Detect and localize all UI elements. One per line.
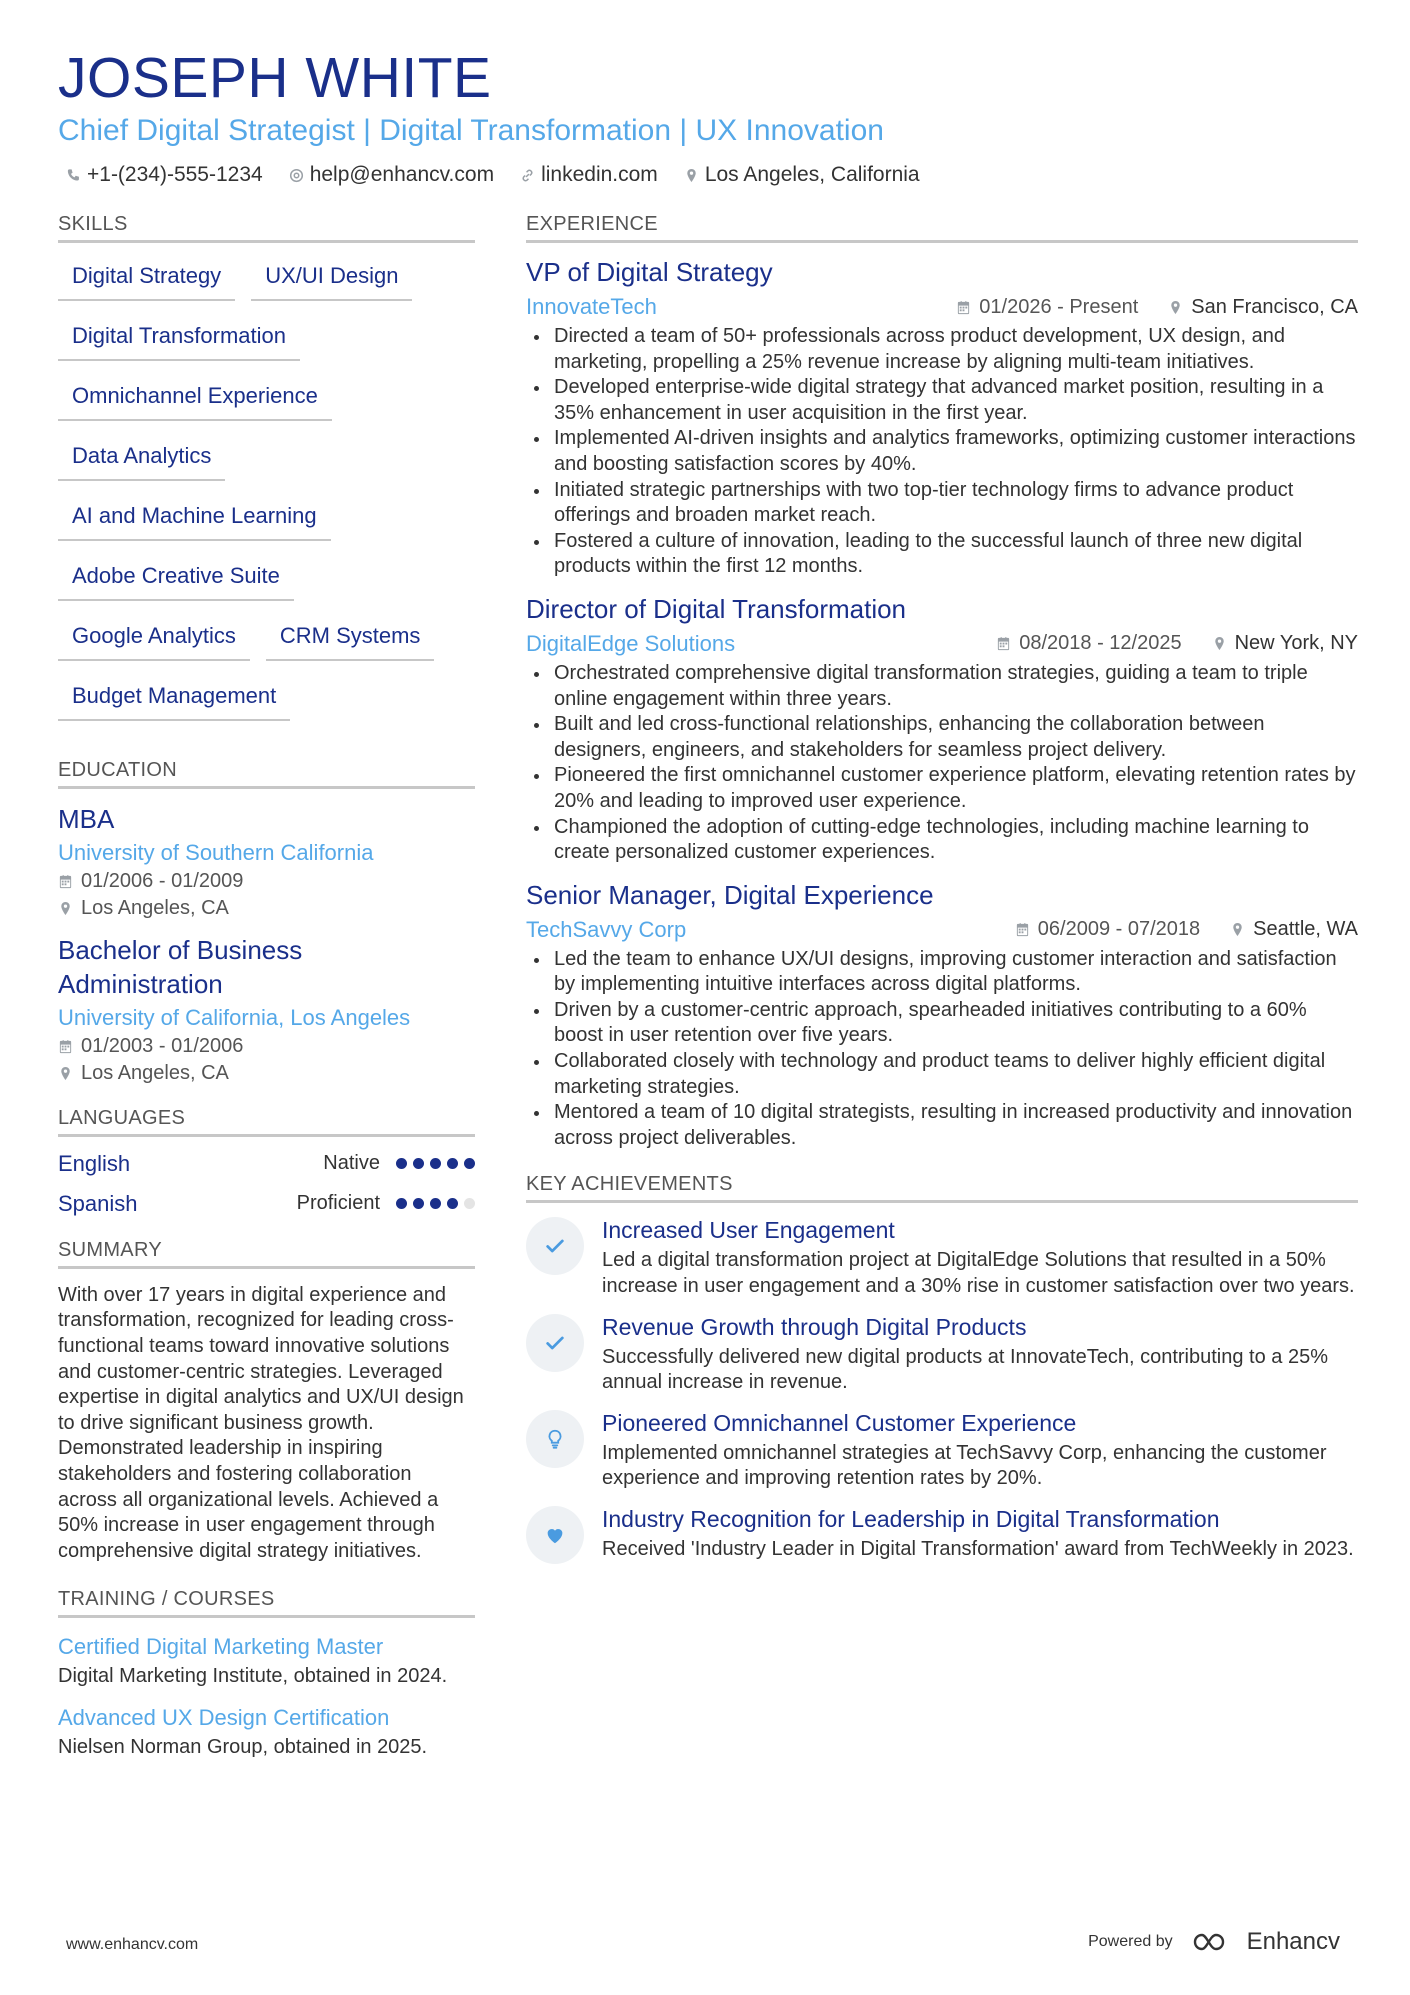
course-title: Certified Digital Marketing Master [58,1634,384,1660]
language-name: Spanish [58,1190,138,1216]
calendar-icon [956,300,971,315]
rating-dot-filled [413,1158,424,1169]
skill-tag: Budget Management [58,671,290,721]
at-icon [289,168,304,183]
language-level: Native [323,1152,380,1175]
footer-branding [1088,1928,1340,1956]
skill-tag: UX/UI Design [251,251,412,301]
skill-tag: AI and Machine Learning [58,491,331,541]
job-bullets [526,947,1358,1152]
footer-website[interactable]: www.enhancv.com [66,1936,199,1953]
bullet-item: Collaborated closely with technology and product teams to deliver highly efficient digital marketing strategies. [526,1049,1358,1100]
bullet-item: Implemented AI-driven insights and analytics frameworks, optimizing customer interactions and boosting satisfaction scores by 40%. [526,426,1358,477]
job-entry [526,257,1358,580]
job-dates: 06/2009 - 07/2018 [1037,918,1201,941]
bullet-item: Fostered a culture of innovation, leading to the successful launch of three new digital products within the first 12 months. [526,529,1358,580]
achievement-desc: Received 'Industry Leader in Digital Transformation' award from TechWeekly in 2023. [602,1538,1354,1560]
location-pin-icon [1230,922,1245,937]
job-location: San Francisco, CA [1191,295,1358,318]
job-entry [526,594,1358,866]
contact-phone-text: +1-(234)-555-1234 [87,163,263,186]
language-name: English [58,1150,131,1176]
experience-heading: EXPERIENCE [526,213,1358,243]
achievement-desc: Implemented omnichannel strategies at TechSavvy Corp, enhancing the customer experience and improving retention rates by 20%. [602,1441,1327,1490]
language-row [58,1191,475,1217]
left-column [58,213,475,1760]
job-location: New York, NY [1234,632,1358,655]
education-school: University of California, Los Angeles [58,1004,411,1030]
skill-tag: Google Analytics [58,611,250,661]
skill-tag: Omnichannel Experience [58,371,332,421]
job-title: Senior Manager, Digital Experience [526,879,934,910]
bullet-item: Built and led cross-functional relationships, enhancing the collaboration between designers, engineers, and stakeholders for seamless project delivery. [526,712,1358,763]
contact-phone[interactable] [66,163,263,187]
education-dates: 01/2006 - 01/2009 [58,870,475,893]
skill-tag: Adobe Creative Suite [58,551,294,601]
contact-location [684,163,920,187]
education-entry [58,934,475,1085]
language-level: Proficient [296,1192,380,1215]
achievement-item [526,1410,1358,1492]
course-entry [58,1705,475,1760]
contact-linkedin-text: linkedin.com [541,163,658,186]
bullet-item: Pioneered the first omnichannel customer experience platform, elevating retention rates by 20% and leading to improved user experience. [526,763,1358,814]
bullet-item: Mentored a team of 10 digital strategists, resulting in increased productivity and innovation across project deliverables. [526,1100,1358,1151]
rating-dot-filled [430,1198,441,1209]
achievement-desc: Led a digital transformation project at DigitalEdge Solutions that resulted in a 50% increase in user engagement and a 30% rise in customer satisfaction over two years. [602,1249,1355,1298]
job-company: InnovateTech [526,294,657,319]
job-dates: 01/2026 - Present [979,295,1139,318]
powered-by-label: Powered by [1088,1933,1173,1950]
rating-dot-filled [447,1158,458,1169]
achievements-heading: KEY ACHIEVEMENTS [526,1173,1358,1203]
candidate-title: Chief Digital Strategist | Digital Transformation | UX Innovation [58,114,884,147]
rating-dot-empty [464,1198,475,1209]
achievement-title: Pioneered Omnichannel Customer Experience [602,1409,1077,1436]
course-entry [58,1634,475,1689]
bullet-item: Initiated strategic partnerships with two top-tier technology firms to advance product offerings and broaden market reach. [526,478,1358,529]
language-row [58,1151,475,1177]
calendar-icon [996,636,1011,651]
bullet-item: Orchestrated comprehensive digital transformation strategies, guiding a team to triple online engagement within three years. [526,661,1358,712]
course-desc: Digital Marketing Institute, obtained in 2024. [58,1665,448,1688]
achievement-title: Industry Recognition for Leadership in Digital Transformation [602,1506,1220,1532]
contact-location-text: Los Angeles, California [704,163,920,186]
languages-heading: LANGUAGES [58,1107,475,1137]
rating-dot-filled [396,1198,407,1209]
bullet-item: Directed a team of 50+ professionals across product development, UX design, and marketing, propelling a 25% revenue increase by aligning multi-team initiatives. [526,324,1358,375]
education-location: Los Angeles, CA [58,1062,475,1085]
education-school: University of Southern California [58,840,374,866]
job-location: Seattle, WA [1253,918,1358,941]
summary-text: With over 17 years in digital experience and transformation, recognized for leading cross-functional teams toward innovative solutions and customer-centric strategies. Leveraged expertise in digital analytics and UX/UI design to drive significant business growth. Demonstrated leadership in inspiring stakeholders and fostering collaboration across all organizational levels. Achieved a 50% increase in user engagement through comprehensive digital strategy initiatives. [58,1283,464,1562]
achievement-title: Revenue Growth through Digital Products [602,1313,1027,1340]
phone-icon [66,168,81,183]
link-icon [520,168,535,183]
skill-tag: Data Analytics [58,431,225,481]
job-dates: 08/2018 - 12/2025 [1019,632,1182,655]
achievement-item [526,1314,1358,1396]
brand-name: Enhancv [1246,1928,1340,1955]
course-title: Advanced UX Design Certification [58,1705,390,1731]
job-bullets [526,324,1358,580]
rating-dot-filled [464,1158,475,1169]
contact-email-text: help@enhancv.com [309,163,495,186]
calendar-icon [1015,922,1030,937]
education-heading: EDUCATION [58,759,475,789]
job-company: TechSavvy Corp [526,916,687,942]
brand-logo[interactable] [1191,1928,1340,1956]
calendar-icon [58,874,73,889]
location-pin-icon [58,1066,73,1081]
skills-list [58,251,475,731]
contact-email[interactable] [289,163,494,187]
skill-tag: Digital Transformation [58,311,300,361]
language-rating [396,1158,475,1169]
enhancv-logo-icon [1191,1930,1239,1954]
achievement-item [526,1506,1358,1564]
location-pin-icon [684,168,699,183]
course-desc: Nielsen Norman Group, obtained in 2025. [58,1736,428,1759]
skill-tag: Digital Strategy [58,251,235,301]
summary-heading: SUMMARY [58,1239,475,1269]
bullet-item: Led the team to enhance UX/UI designs, improving customer interaction and satisfaction by implementing intuitive interfaces across digital platforms. [526,947,1358,998]
education-dates: 01/2003 - 01/2006 [58,1035,475,1058]
rating-dot-filled [396,1158,407,1169]
job-title: VP of Digital Strategy [526,257,773,287]
bullet-item: Championed the adoption of cutting-edge technologies, including machine learning to create personalized customer experiences. [526,815,1358,866]
job-meta [956,296,1358,319]
contact-bar [66,163,920,187]
heart-icon [544,1524,566,1546]
achievement-title: Increased User Engagement [602,1217,895,1244]
right-column [526,213,1358,1564]
check-icon [544,1332,566,1354]
contact-linkedin[interactable] [520,163,658,187]
skills-heading: SKILLS [58,213,475,243]
rating-dot-filled [447,1198,458,1209]
language-rating [396,1198,475,1209]
education-entry [58,803,475,920]
education-location: Los Angeles, CA [58,897,475,920]
rating-dot-filled [413,1198,424,1209]
job-bullets [526,661,1358,866]
job-meta [1015,918,1358,941]
rating-dot-filled [430,1158,441,1169]
job-company: DigitalEdge Solutions [526,630,736,656]
skill-tag: CRM Systems [266,611,435,661]
education-degree: MBA [58,804,115,834]
check-icon [544,1235,566,1257]
bullet-item: Driven by a customer-centric approach, spearheaded initiatives contributing to a 60% boost in user retention over five years. [526,998,1358,1049]
candidate-name: JOSEPH WHITE [58,46,492,110]
achievement-desc: Successfully delivered new digital products at InnovateTech, contributing to a 25% annual increase in revenue. [602,1345,1328,1394]
location-pin-icon [1212,636,1227,651]
job-meta [996,632,1358,655]
bullet-item: Developed enterprise-wide digital strategy that advanced market position, resulting in a 35% enhancement in user acquisition in the first year. [526,375,1358,426]
job-title: Director of Digital Transformation [526,593,907,624]
training-heading: TRAINING / COURSES [58,1588,475,1618]
calendar-icon [58,1039,73,1054]
location-pin-icon [58,901,73,916]
lightbulb-icon [544,1428,566,1450]
education-degree: Bachelor of Business Administration [58,935,303,999]
location-pin-icon [1168,300,1183,315]
achievement-item [526,1217,1358,1299]
job-entry [526,880,1358,1152]
